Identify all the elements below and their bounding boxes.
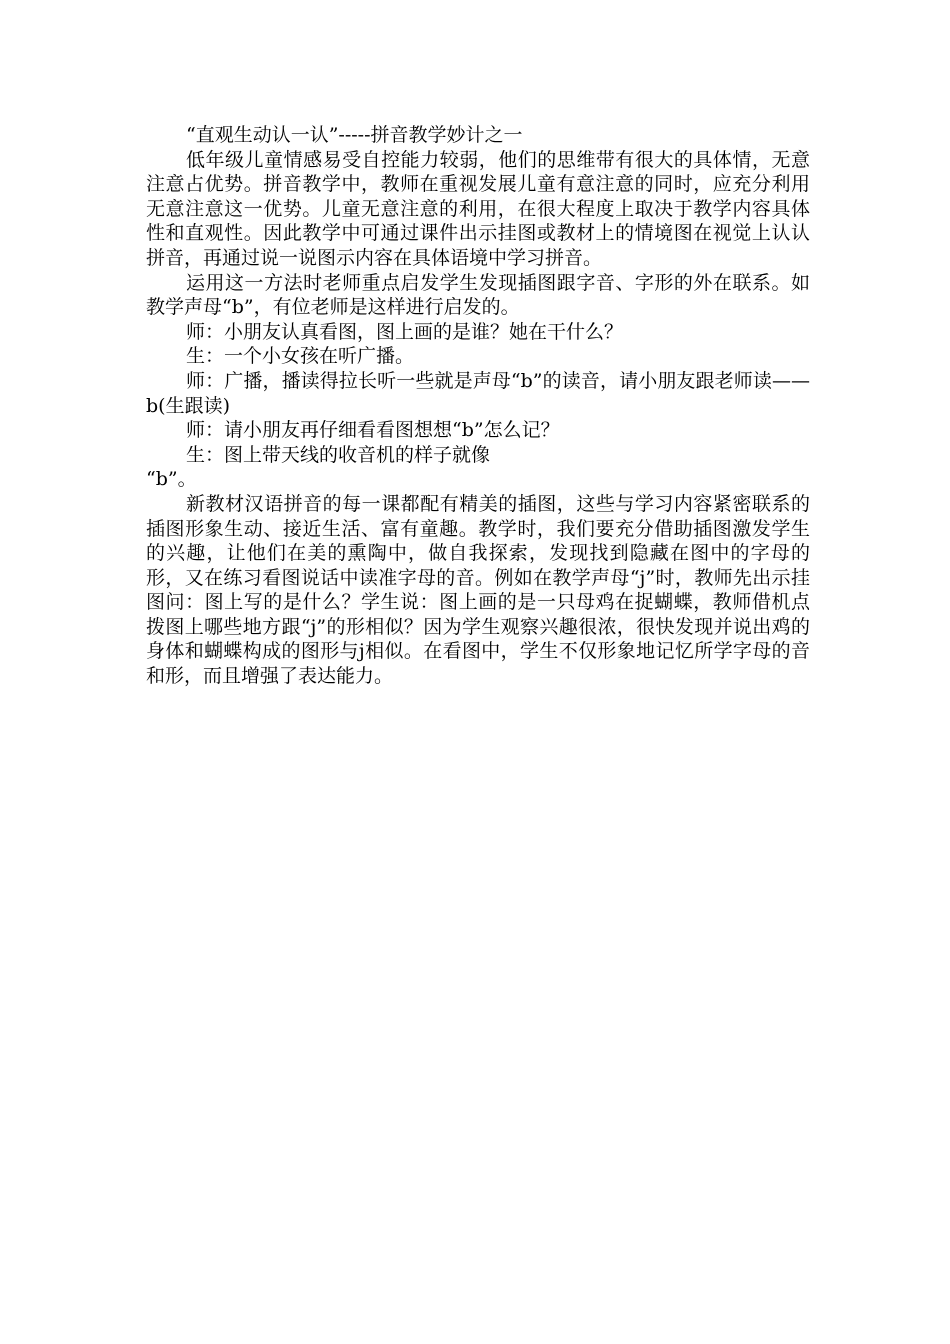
dialogue-teacher-2: 师：广播，播读得拉长听一些就是声母“b”的读音，请小朋友跟老师读——b(生跟读) — [146, 369, 810, 417]
paragraph-intro: 低年级儿童情感易受自控能力较弱，他们的思维带有很大的具体情，无意注意占优势。拼音教学中，教师在重视发展儿童有意注意的同时，应充分利用无意注意这一优势。儿童无意注意的利用，在很大程度上取决于教学内容具体性和直观性。因此教学中可通过课件出示挂图或教材上的情境图在视觉上认认拼音，再通过说一说图示内容在具体语境中学习拼音。 — [146, 148, 810, 269]
dialogue-student-1: 生：一个小女孩在听广播。 — [186, 345, 415, 368]
document-body — [146, 123, 810, 689]
dialogue-student-2: 生：图上带天线的收音机的样子就像 — [186, 443, 491, 466]
paragraph-method: 运用这一方法时老师重点启发学生发现插图跟字音、字形的外在联系。如教学声母“b”，有位老师是这样进行启发的。 — [146, 271, 810, 319]
paragraph-illustrations: 新教材汉语拼音的每一课都配有精美的插图，这些与学习内容紧密联系的插图形象生动、接近生活、富有童趣。教学时，我们要充分借助插图激发学生的兴趣，让他们在美的熏陶中，做自我探索，发现找到隐藏在图中的字母的形，又在练习看图说话中读准字母的音。例如在教学声母“j”时，教师先出示挂图问：图上写的是什么？学生说：图上画的是一只母鸡在捉蝴蝶，教师借机点拨图上哪些地方跟“j”的形相似？因为学生观察兴趣很浓，很快发现并说出鸡的身体和蝴蝶构成的图形与j相似。在看图中，学生不仅形象地记忆所学字母的音和形，而且增强了表达能力。 — [146, 492, 810, 688]
document-title: “直观生动认一认”-----拼音教学妙计之一 — [186, 124, 523, 146]
dialogue-teacher-1: 师：小朋友认真看图，图上画的是谁？她在干什么？ — [186, 320, 624, 343]
dialogue-student-2-continued: “b”。 — [146, 468, 197, 491]
dialogue-teacher-3: 师：请小朋友再仔细看看图想想“b”怎么记？ — [186, 419, 560, 442]
